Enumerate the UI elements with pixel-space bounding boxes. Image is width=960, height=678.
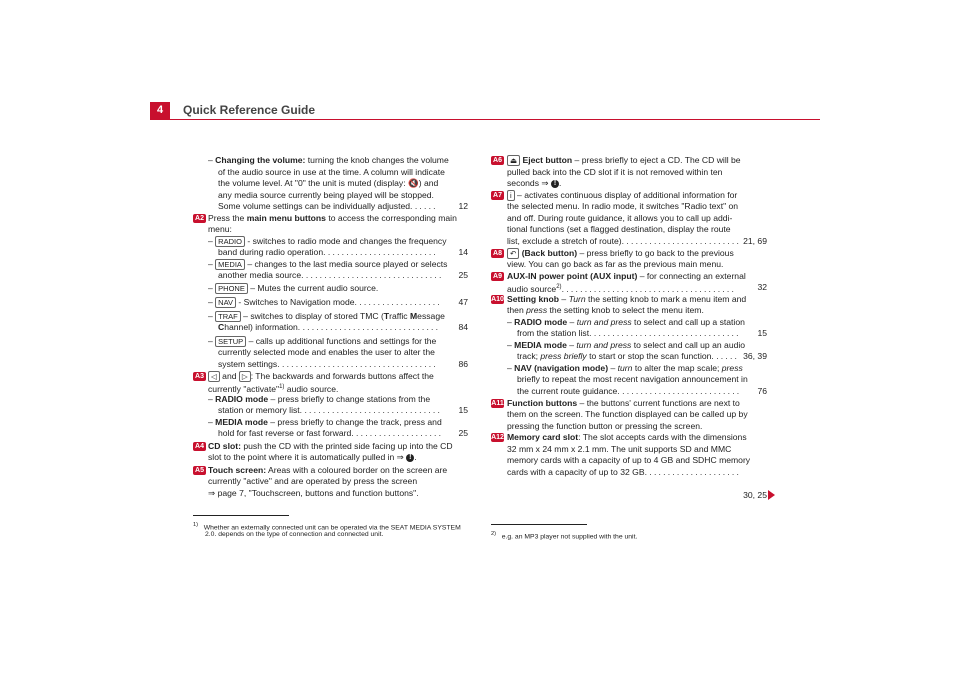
nav-line: – NAV - Switches to Navigation mode. .................. (208, 297, 442, 308)
ref-media-mode: 25 (458, 428, 468, 438)
radio-line-2: band during radio operation. ........................ (218, 247, 439, 257)
callout-badge-a11: A11 (491, 400, 504, 407)
warning-icon: ! (406, 454, 414, 462)
setup-line-3: system settings. .................................. (218, 359, 438, 369)
previous-track-icon: ◁ (208, 371, 220, 382)
header-divider (150, 119, 820, 120)
callout-badge-a9: A9 (491, 272, 504, 281)
eject-line-2: pulled back into the CD slot if it is not removed within ten (507, 167, 723, 177)
ref-nav: 47 (458, 297, 468, 307)
volume-line-2: of the audio source in use at the time. A column will indicate (218, 167, 445, 177)
volume-line-1: – Changing the volume: turning the knob changes the volume (208, 155, 449, 165)
knob-radio-line-1: – RADIO mode – turn and press to select and call up a station (507, 317, 745, 327)
ref-media: 25 (458, 270, 468, 280)
ref-radio: 14 (458, 247, 468, 257)
knob-nav-line-2: briefly to repeat the most recent navigation announcement in (517, 374, 748, 384)
touch-line-2: currently "active" and are operated by press the screen (208, 476, 418, 486)
knob-line-2: then press the setting knob to select the menu item. (507, 305, 704, 315)
nav-key-icon: NAV (215, 297, 236, 308)
a3-line-2: currently "activate"$^{1)}$ audio source. (208, 383, 339, 394)
func-line-2: them on the screen. The function displayed can be called up by (507, 409, 748, 419)
callout-badge-a2: A2 (193, 214, 206, 223)
callout-badge-a3: A3 (193, 372, 206, 381)
traf-key-icon: TRAF (215, 311, 241, 322)
callout-badge-a8: A8 (491, 249, 504, 258)
knob-line-1: Setting knob – Turn the setting knob to mark a menu item and (507, 294, 747, 304)
callout-badge-a10: A10 (491, 296, 504, 303)
footnote-1-line-2: 2.0. depends on the type of connection and connected unit. (205, 531, 384, 538)
ref-volume: 12 (458, 201, 468, 211)
radio-mode-line-2: station or memory list. .............................. (218, 405, 443, 415)
cd-line-1: CD slot: push the CD with the printed side facing up into the CD (208, 441, 453, 451)
info-line-2: the selected menu. In radio mode, it switches "Radio text" on (507, 201, 739, 211)
ref-traf: 84 (458, 322, 468, 332)
phone-line: – PHONE – Mutes the current audio source. (208, 283, 379, 294)
touch-line-3: ⇒ page 7, "Touchscreen, buttons and function buttons". (208, 488, 419, 498)
knob-media-line-1: – MEDIA mode – turn and press to select and call up an audio (507, 340, 746, 350)
callout-badge-a7: A7 (491, 191, 504, 200)
knob-radio-line-2: from the station list. ................................ (517, 328, 741, 338)
continue-arrow-icon (768, 490, 775, 500)
radio-key-icon: RADIO (215, 236, 245, 247)
ref-info: 21, 69 (743, 236, 767, 246)
radio-line-1: – RADIO - switches to radio mode and changes the frequency (208, 236, 447, 247)
media-mode-line-1: – MEDIA mode – press briefly to change the track, press and (208, 417, 442, 427)
back-line-2: view. You can go back as far as the previous main menu. (507, 259, 724, 269)
callout-badge-a4: A4 (193, 442, 206, 451)
warning-icon: ! (551, 180, 559, 188)
page-title: Quick Reference Guide (183, 103, 316, 117)
next-track-icon: ▷ (239, 371, 251, 382)
callout-badge-a12: A12 (491, 434, 504, 441)
footnote-1-line-1: $^{1)}$ Whether an externally connected unit can be operated via the SEAT MEDIA SYSTEM (193, 522, 461, 532)
ref-radio-mode: 15 (458, 405, 468, 415)
back-icon: ↶ (507, 248, 519, 259)
cd-line-2: slot to the point where it is automatically pulled in ⇒ ! . (208, 452, 417, 462)
page-number: 4 (156, 104, 164, 116)
traf-line-1: – TRAF – switches to display of stored TMC (Traffic Message (208, 311, 445, 322)
volume-line-4: any media source currently being played will be stopped. (218, 190, 434, 200)
info-icon: i (507, 190, 515, 201)
info-line-4: tional functions (set a flagged destination, display the route (507, 224, 731, 234)
callout-badge-a5: A5 (193, 466, 206, 475)
volume-line-5: Some volume settings can be individually adjusted. ..... (218, 201, 438, 211)
callout-badge-a6: A6 (491, 156, 504, 165)
ref-knob-nav: 76 (757, 386, 767, 396)
setup-line-1: – SETUP – calls up additional functions and settings for the (208, 336, 437, 347)
knob-nav-line-3: the current route guidance. .......................... (517, 386, 742, 396)
info-line-3: and off. During route guidance, it allows you to call up addi- (507, 213, 733, 223)
eject-line-3: seconds ⇒ ! . (507, 178, 562, 188)
media-key-icon: MEDIA (215, 259, 245, 270)
card-line-4: cards with a capacity of up to 32 GB. .................... (507, 467, 742, 477)
traf-line-2: Channel) information. .............................. (218, 322, 441, 332)
ref-aux: 32 (757, 282, 767, 292)
a2-line-2: menu: (208, 224, 232, 234)
mute-icon: 🔇 (408, 178, 419, 188)
footnote-divider (491, 524, 587, 525)
back-line-1: ↶ (Back button) – press briefly to go back to the previous (507, 248, 734, 259)
media-mode-line-2: hold for fast reverse or fast forward. ................... (218, 428, 444, 438)
a2-line-1: Press the main menu buttons to access the corresponding main (208, 213, 457, 223)
a3-line-1: ◁ and ▷ : The backwards and forwards buttons affect the (208, 371, 434, 382)
footnote-2: $^{2)}$ e.g. an MP3 player not supplied with the unit. (491, 531, 638, 541)
aux-line-2: audio source$^{2)}$. ..................................... (507, 283, 737, 294)
info-line-5: list, exclude a stretch of route). ......................... (507, 236, 742, 246)
ref-knob-radio: 15 (757, 328, 767, 338)
card-line-1: Memory card slot: The slot accepts cards with the dimensions (507, 432, 747, 442)
footnote-divider (193, 515, 289, 516)
func-line-3: pressing the function button or pressing the screen. (507, 421, 703, 431)
volume-line-3: the volume level. At "0" the unit is muted (display: 🔇) and (218, 178, 439, 188)
func-line-1: Function buttons – the buttons' current functions are next to (507, 398, 740, 408)
ref-knob-media: 36, 39 (743, 351, 767, 361)
knob-nav-line-1: – NAV (navigation mode) – turn to alter the map scale; press (507, 363, 743, 373)
card-line-3: memory cards with a capacity of up to 4 GB and SDHC memory (507, 455, 751, 465)
eject-line-1: ⏏ Eject button – press briefly to eject a CD. The CD will be (507, 155, 741, 166)
eject-icon: ⏏ (507, 155, 520, 166)
radio-mode-line-1: – RADIO mode – press briefly to change stations from the (208, 394, 431, 404)
card-line-2: 32 mm x 24 mm x 2.1 mm. The unit supports SD and MMC (507, 444, 732, 454)
aux-line-1: AUX-IN power point (AUX input) – for connecting an external (507, 271, 746, 281)
phone-key-icon: PHONE (215, 283, 248, 294)
touch-line-1: Touch screen: Areas with a coloured border on the screen are (208, 465, 448, 475)
ref-setup: 86 (458, 359, 468, 369)
info-line-1: i – activates continuous display of additional information for (507, 190, 737, 201)
setup-line-2: currently selected mode and enables the user to alter the (218, 347, 435, 357)
media-line-2: another media source. .............................. (218, 270, 444, 280)
knob-media-line-2: track; press briefly to start or stop the scan function. ..... (517, 351, 740, 361)
ref-card: 30, 25 (743, 490, 767, 500)
setup-key-icon: SETUP (215, 336, 246, 347)
media-line-1: – MEDIA – changes to the last media source played or selects (208, 259, 448, 270)
